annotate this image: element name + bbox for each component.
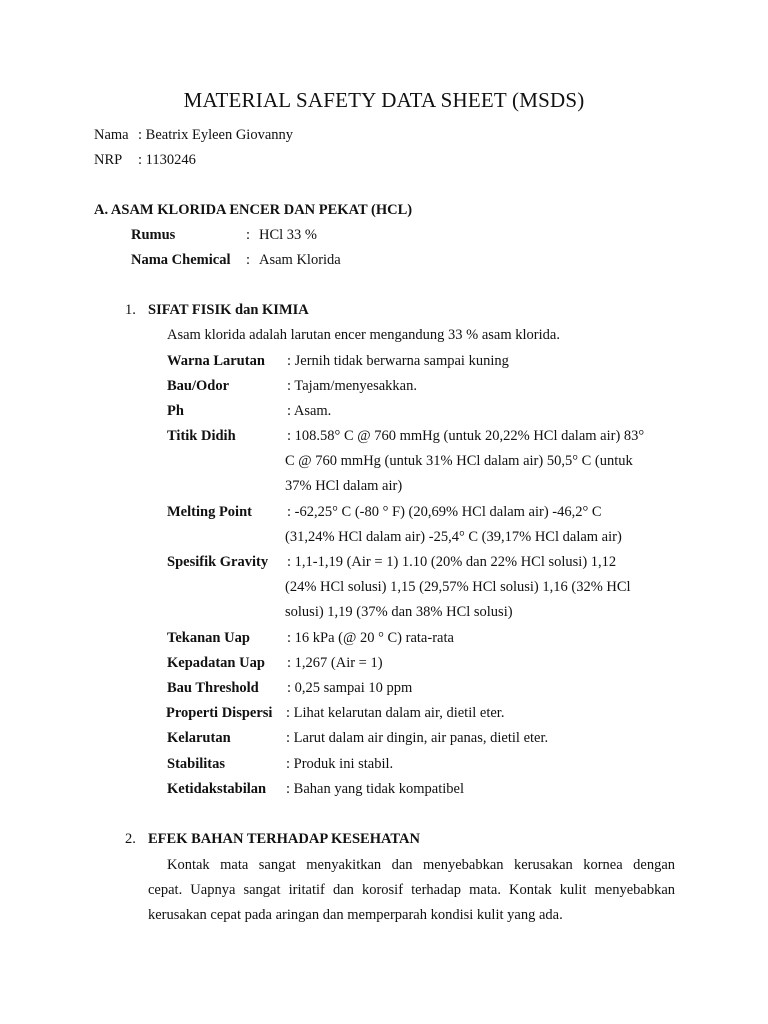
efek-paragraph-line-3: kerusakan cepat pada aringan dan memperparah kondisi kulit yang ada.: [148, 907, 563, 923]
efek-paragraph-line-1: Kontak mata sangat menyakitkan dan menyebabkan kerusakan kornea dengan: [167, 857, 675, 873]
chemical-label: Nama Chemical: [131, 252, 231, 268]
kepadatan-value: : 1,267 (Air = 1): [287, 655, 383, 671]
warna-value: : Jernih tidak berwarna sampai kuning: [287, 353, 509, 369]
nrp-value: : 1130246: [138, 152, 196, 168]
threshold-value: : 0,25 sampai 10 ppm: [287, 680, 413, 696]
dispersi-label: Properti Dispersi: [166, 705, 273, 721]
kelarutan-label: Kelarutan: [167, 730, 231, 746]
document-title: MATERIAL SAFETY DATA SHEET (MSDS): [183, 88, 585, 112]
ph-value: : Asam.: [287, 403, 332, 419]
melting-line-1: : -62,25° C (-80 ° F) (20,69% HCl dalam air) -46,2° C: [287, 504, 602, 520]
efek-number: 2.: [125, 831, 136, 847]
sifat-intro: Asam klorida adalah larutan encer mengandung 33 % asam klorida.: [167, 327, 560, 343]
nrp-label: NRP: [94, 152, 123, 168]
gravity-line-1: : 1,1-1,19 (Air = 1) 1.10 (20% dan 22% HCl solusi) 1,12: [287, 554, 617, 570]
section-a-heading: A. ASAM KLORIDA ENCER DAN PEKAT (HCL): [94, 202, 413, 218]
sifat-heading: SIFAT FISIK dan KIMIA: [148, 302, 309, 318]
efek-heading: EFEK BAHAN TERHADAP KESEHATAN: [148, 831, 420, 847]
gravity-line-2: (24% HCl solusi) 1,15 (29,57% HCl solusi) 1,16 (32% HCl: [285, 579, 631, 595]
ph-label: Ph: [167, 403, 184, 419]
bau-label: Bau/Odor: [167, 378, 230, 394]
didih-line-2: C @ 760 mmHg (untuk 31% HCl dalam air) 50,5° C (untuk: [285, 453, 633, 469]
chemical-value: Asam Klorida: [259, 252, 341, 268]
name-label: Nama: [94, 127, 129, 143]
melting-line-2: (31,24% HCl dalam air) -25,4° C (39,17% HCl dalam air): [285, 529, 622, 545]
threshold-label: Bau Threshold: [167, 680, 259, 696]
didih-line-1: : 108.58° C @ 760 mmHg (untuk 20,22% HCl dalam air) 83°: [287, 428, 645, 444]
sifat-number: 1.: [125, 302, 136, 318]
stabilitas-label: Stabilitas: [167, 756, 226, 772]
gravity-label: Spesifik Gravity: [167, 554, 269, 570]
bau-value: : Tajam/menyesakkan.: [287, 378, 417, 394]
rumus-label: Rumus: [131, 227, 176, 243]
stabilitas-value: : Produk ini stabil.: [286, 756, 394, 772]
efek-paragraph-line-2: cepat. Uapnya sangat iritatif dan korosif terhadap mata. Kontak kulit menyebabkan: [148, 882, 675, 898]
ketidakstabilan-value: : Bahan yang tidak kompatibel: [286, 781, 464, 797]
tekanan-label: Tekanan Uap: [167, 630, 250, 646]
warna-label: Warna Larutan: [167, 353, 265, 369]
rumus-colon: :: [246, 227, 251, 243]
rumus-value: HCl 33 %: [259, 227, 317, 243]
didih-label: Titik Didih: [167, 428, 236, 444]
dispersi-value: : Lihat kelarutan dalam air, dietil eter.: [286, 705, 505, 721]
gravity-line-3: solusi) 1,19 (37% dan 38% HCl solusi): [285, 604, 513, 620]
tekanan-value: : 16 kPa (@ 20 ° C) rata-rata: [287, 630, 454, 646]
kepadatan-label: Kepadatan Uap: [167, 655, 265, 671]
didih-line-3: 37% HCl dalam air): [285, 478, 403, 494]
melting-label: Melting Point: [167, 504, 252, 520]
kelarutan-value: : Larut dalam air dingin, air panas, dietil eter.: [286, 730, 549, 746]
ketidakstabilan-label: Ketidakstabilan: [167, 781, 267, 797]
name-value: : Beatrix Eyleen Giovanny: [138, 127, 294, 143]
chemical-colon: :: [246, 252, 251, 268]
